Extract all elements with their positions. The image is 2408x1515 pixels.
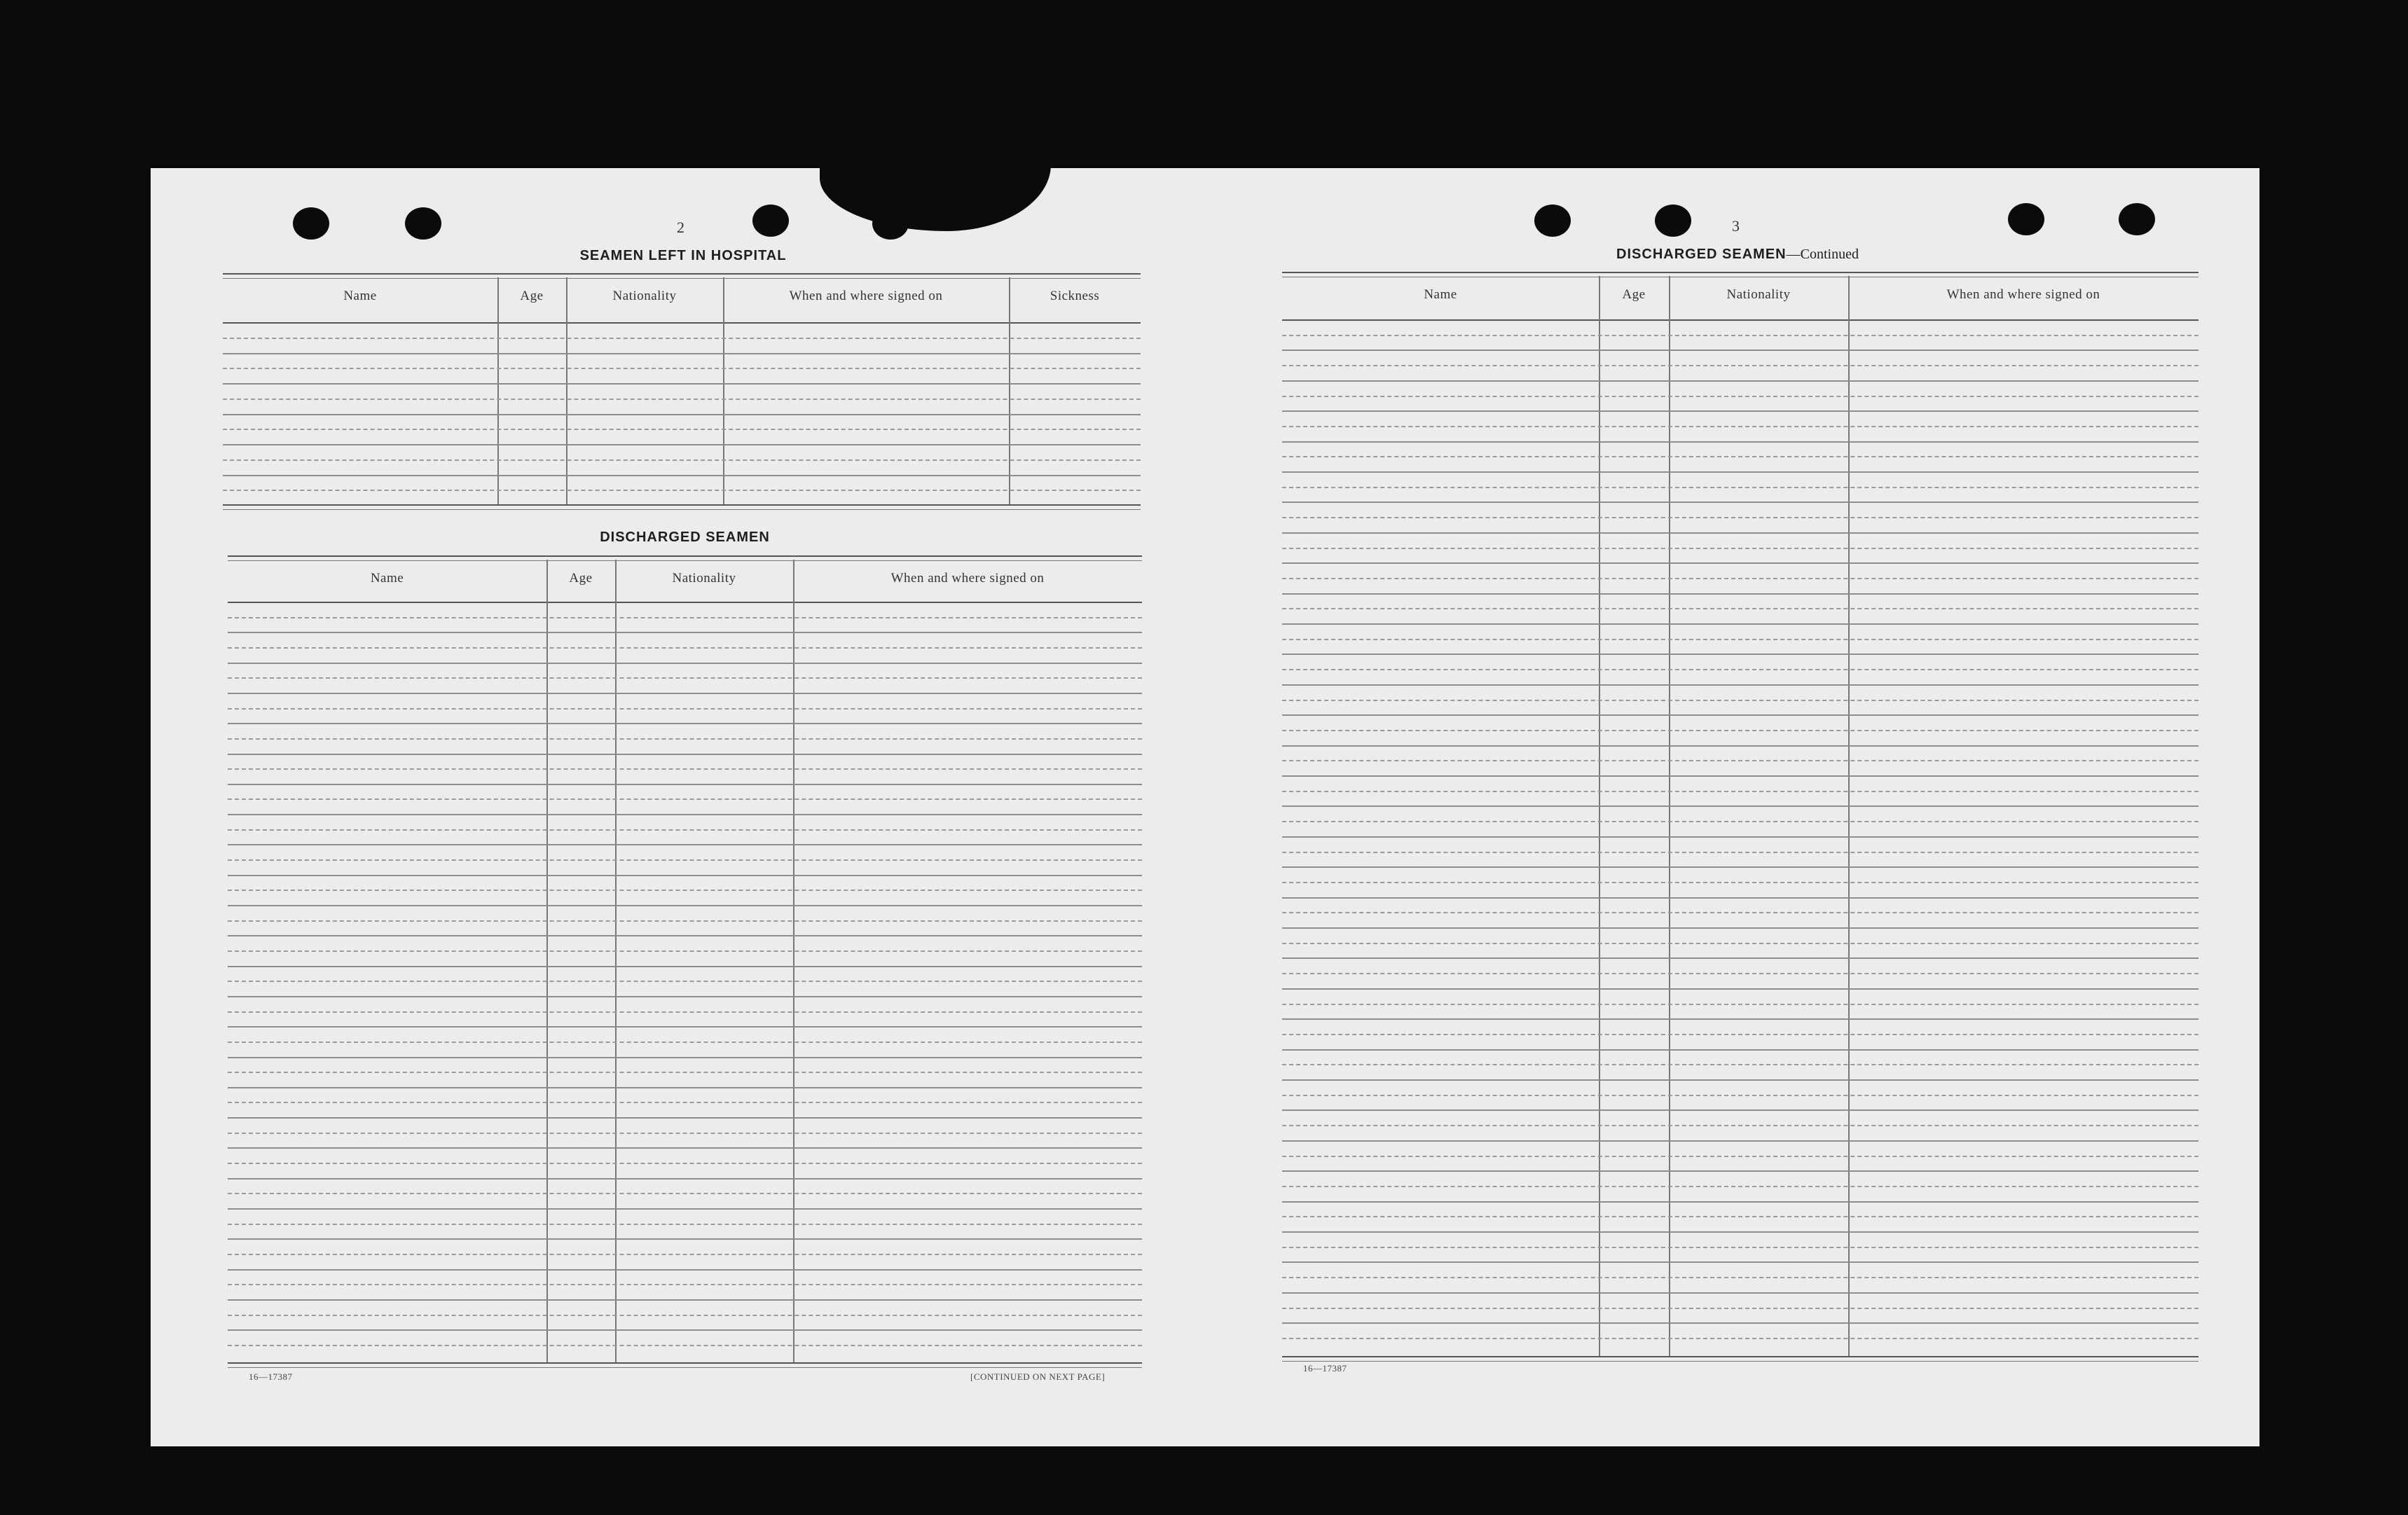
form-row-dashed-line: [1282, 730, 2199, 731]
form-row-dashed-line: [228, 1284, 1142, 1285]
form-row-dashed-line: [1282, 791, 2199, 792]
col-head-name: Name: [1424, 287, 1457, 302]
form-number-right: 16—17387: [1303, 1363, 1347, 1374]
form-row-line: [1282, 653, 2199, 655]
form-row-dashed-line: [1282, 1308, 2199, 1309]
form-row-line: [228, 723, 1142, 724]
form-row-dashed-line: [1282, 1186, 2199, 1187]
form-row-dashed-line: [1282, 882, 2199, 883]
form-row-line: [1282, 866, 2199, 868]
form-row-dashed-line: [1282, 1095, 2199, 1096]
form-row-line: [1282, 1292, 2199, 1294]
form-row-dashed-line: [228, 647, 1142, 649]
form-row-dashed-line: [228, 617, 1142, 618]
col-head-name: Name: [370, 571, 404, 586]
form-row-dashed-line: [228, 677, 1142, 679]
form-row-line: [1282, 1049, 2199, 1051]
form-row-line: [1282, 927, 2199, 929]
col-head-signed-on: When and where signed on: [789, 289, 943, 303]
form-row-dashed-line: [223, 459, 1141, 461]
form-row-line: [1282, 471, 2199, 473]
form-row-line: [228, 1026, 1142, 1028]
form-row-line: [1282, 410, 2199, 412]
page-number-left: 2: [677, 219, 684, 236]
form-row-line: [228, 814, 1142, 815]
form-row-dashed-line: [1282, 760, 2199, 761]
form-row-line: [1282, 836, 2199, 838]
form-row-line: [1282, 1201, 2199, 1203]
form-row-line: [228, 1238, 1142, 1240]
form-row-line: [228, 663, 1142, 664]
form-row-dashed-line: [223, 399, 1141, 400]
form-row-line: [1282, 897, 2199, 899]
form-row-line: [228, 693, 1142, 694]
form-row-line: [1282, 684, 2199, 686]
form-row-line: [1282, 441, 2199, 443]
form-row-line: [228, 996, 1142, 997]
form-row-line: [1282, 350, 2199, 351]
form-row-line: [228, 1178, 1142, 1180]
form-row-dashed-line: [228, 859, 1142, 861]
punch-hole: [872, 207, 909, 240]
form-row-dashed-line: [228, 738, 1142, 740]
form-row-dashed-line: [1282, 1156, 2199, 1157]
form-row-line: [228, 905, 1142, 906]
form-row-dashed-line: [1282, 1034, 2199, 1035]
form-row-dashed-line: [1282, 578, 2199, 579]
form-row-line: [1282, 1261, 2199, 1263]
punch-hole: [1655, 205, 1691, 237]
form-row-line: [1282, 957, 2199, 959]
form-row-dashed-line: [228, 1254, 1142, 1255]
page-number-right: 3: [1732, 217, 1740, 235]
form-row-line: [223, 475, 1141, 476]
form-row-dashed-line: [228, 890, 1142, 891]
punch-hole: [2008, 203, 2044, 235]
punch-hole: [752, 205, 789, 237]
form-row-dashed-line: [228, 1224, 1142, 1225]
form-number-left: 16—17387: [249, 1371, 293, 1382]
form-row-dashed-line: [1282, 973, 2199, 974]
form-row-line: [1282, 623, 2199, 625]
form-row-dashed-line: [1282, 1125, 2199, 1126]
form-row-dashed-line: [228, 1163, 1142, 1164]
punch-hole: [405, 207, 441, 240]
form-row-line: [1282, 805, 2199, 807]
form-row-line: [228, 1299, 1142, 1301]
form-row-line: [1282, 593, 2199, 595]
form-row-line: [223, 414, 1141, 415]
col-head-age: Age: [520, 289, 544, 303]
form-row-line: [1282, 1231, 2199, 1233]
form-row-dashed-line: [1282, 821, 2199, 822]
form-row-line: [228, 1117, 1142, 1119]
col-head-signed-on: When and where signed on: [1946, 287, 2100, 302]
form-row-line: [1282, 532, 2199, 534]
form-row-dashed-line: [1282, 912, 2199, 913]
form-row-line: [1282, 1079, 2199, 1081]
form-row-dashed-line: [228, 1072, 1142, 1073]
form-row-dashed-line: [1282, 487, 2199, 488]
form-row-dashed-line: [223, 338, 1141, 339]
form-row-dashed-line: [1282, 1338, 2199, 1339]
form-row-dashed-line: [1282, 700, 2199, 701]
form-row-line: [228, 1208, 1142, 1210]
discharged-section-title-right: [1282, 247, 2193, 263]
form-row-line: [228, 1057, 1142, 1058]
form-row-dashed-line: [1282, 517, 2199, 518]
section-title-continued: —Continued: [1786, 247, 1859, 262]
form-row-line: [1282, 501, 2199, 503]
col-head-nationality: Nationality: [1726, 287, 1791, 302]
form-row-line: [228, 875, 1142, 876]
form-row-line: [1282, 1109, 2199, 1111]
form-row-dashed-line: [228, 1011, 1142, 1013]
form-row-line: [1282, 562, 2199, 564]
form-row-line: [1282, 380, 2199, 382]
form-row-dashed-line: [1282, 639, 2199, 640]
form-row-dashed-line: [1282, 1277, 2199, 1278]
form-row-dashed-line: [228, 829, 1142, 831]
form-row-dashed-line: [1282, 396, 2199, 397]
form-row-dashed-line: [1282, 1216, 2199, 1217]
discharged-table-right: [1282, 272, 2199, 1361]
form-row-line: [223, 383, 1141, 385]
form-row-dashed-line: [1282, 548, 2199, 549]
form-row-line: [1282, 714, 2199, 716]
form-row-line: [228, 1329, 1142, 1331]
form-row-line: [228, 1269, 1142, 1271]
form-row-dashed-line: [1282, 943, 2199, 944]
punch-hole: [2119, 203, 2155, 235]
form-row-dashed-line: [1282, 852, 2199, 853]
discharged-section-title-left: DISCHARGED SEAMEN: [600, 530, 770, 545]
form-row-line: [1282, 1170, 2199, 1172]
form-row-line: [228, 632, 1142, 633]
col-head-sickness: Sickness: [1050, 289, 1100, 303]
punch-hole: [1534, 205, 1571, 237]
form-row-dashed-line: [228, 1315, 1142, 1316]
form-row-line: [1282, 1140, 2199, 1142]
discharged-table-left: [228, 555, 1142, 1368]
form-row-line: [1282, 775, 2199, 777]
section-title-text: DISCHARGED SEAMEN: [1616, 247, 1787, 262]
continued-note: [CONTINUED ON NEXT PAGE]: [970, 1371, 1106, 1382]
form-row-line: [228, 1147, 1142, 1149]
form-row-dashed-line: [223, 490, 1141, 491]
form-row-line: [1282, 988, 2199, 990]
form-row-dashed-line: [1282, 1004, 2199, 1005]
form-row-line: [228, 844, 1142, 845]
form-row-dashed-line: [228, 1345, 1142, 1346]
form-row-dashed-line: [1282, 1247, 2199, 1248]
form-row-dashed-line: [228, 1193, 1142, 1194]
form-row-dashed-line: [228, 981, 1142, 982]
form-row-line: [223, 353, 1141, 354]
col-head-nationality: Nationality: [612, 289, 677, 303]
form-row-line: [228, 966, 1142, 967]
form-row-dashed-line: [1282, 365, 2199, 366]
form-row-dashed-line: [228, 1133, 1142, 1134]
col-head-signed-on: When and where signed on: [890, 571, 1045, 586]
form-row-dashed-line: [228, 950, 1142, 952]
form-row-dashed-line: [1282, 426, 2199, 427]
form-row-dashed-line: [1282, 456, 2199, 457]
form-row-dashed-line: [223, 368, 1141, 369]
form-row-line: [1282, 1018, 2199, 1020]
form-row-dashed-line: [228, 708, 1142, 710]
hospital-table: [223, 273, 1141, 509]
form-row-dashed-line: [1282, 1064, 2199, 1065]
form-row-dashed-line: [1282, 669, 2199, 670]
form-row-dashed-line: [1282, 335, 2199, 336]
form-row-line: [228, 784, 1142, 785]
col-head-nationality: Nationality: [672, 571, 736, 586]
form-row-dashed-line: [228, 920, 1142, 922]
form-row-line: [228, 935, 1142, 936]
col-head-age: Age: [569, 571, 593, 586]
punch-hole: [293, 207, 329, 240]
form-row-line: [228, 1087, 1142, 1088]
hospital-section-title: SEAMEN LEFT IN HOSPITAL: [579, 248, 787, 263]
form-row-dashed-line: [228, 1102, 1142, 1103]
form-row-line: [1282, 1322, 2199, 1324]
form-row-dashed-line: [1282, 608, 2199, 609]
form-row-line: [228, 754, 1142, 755]
form-row-dashed-line: [228, 1042, 1142, 1043]
form-row-dashed-line: [228, 768, 1142, 770]
form-row-dashed-line: [228, 798, 1142, 800]
col-head-name: Name: [343, 289, 377, 303]
form-row-dashed-line: [223, 429, 1141, 430]
col-head-age: Age: [1622, 287, 1646, 302]
form-row-line: [1282, 745, 2199, 747]
form-row-line: [223, 444, 1141, 445]
